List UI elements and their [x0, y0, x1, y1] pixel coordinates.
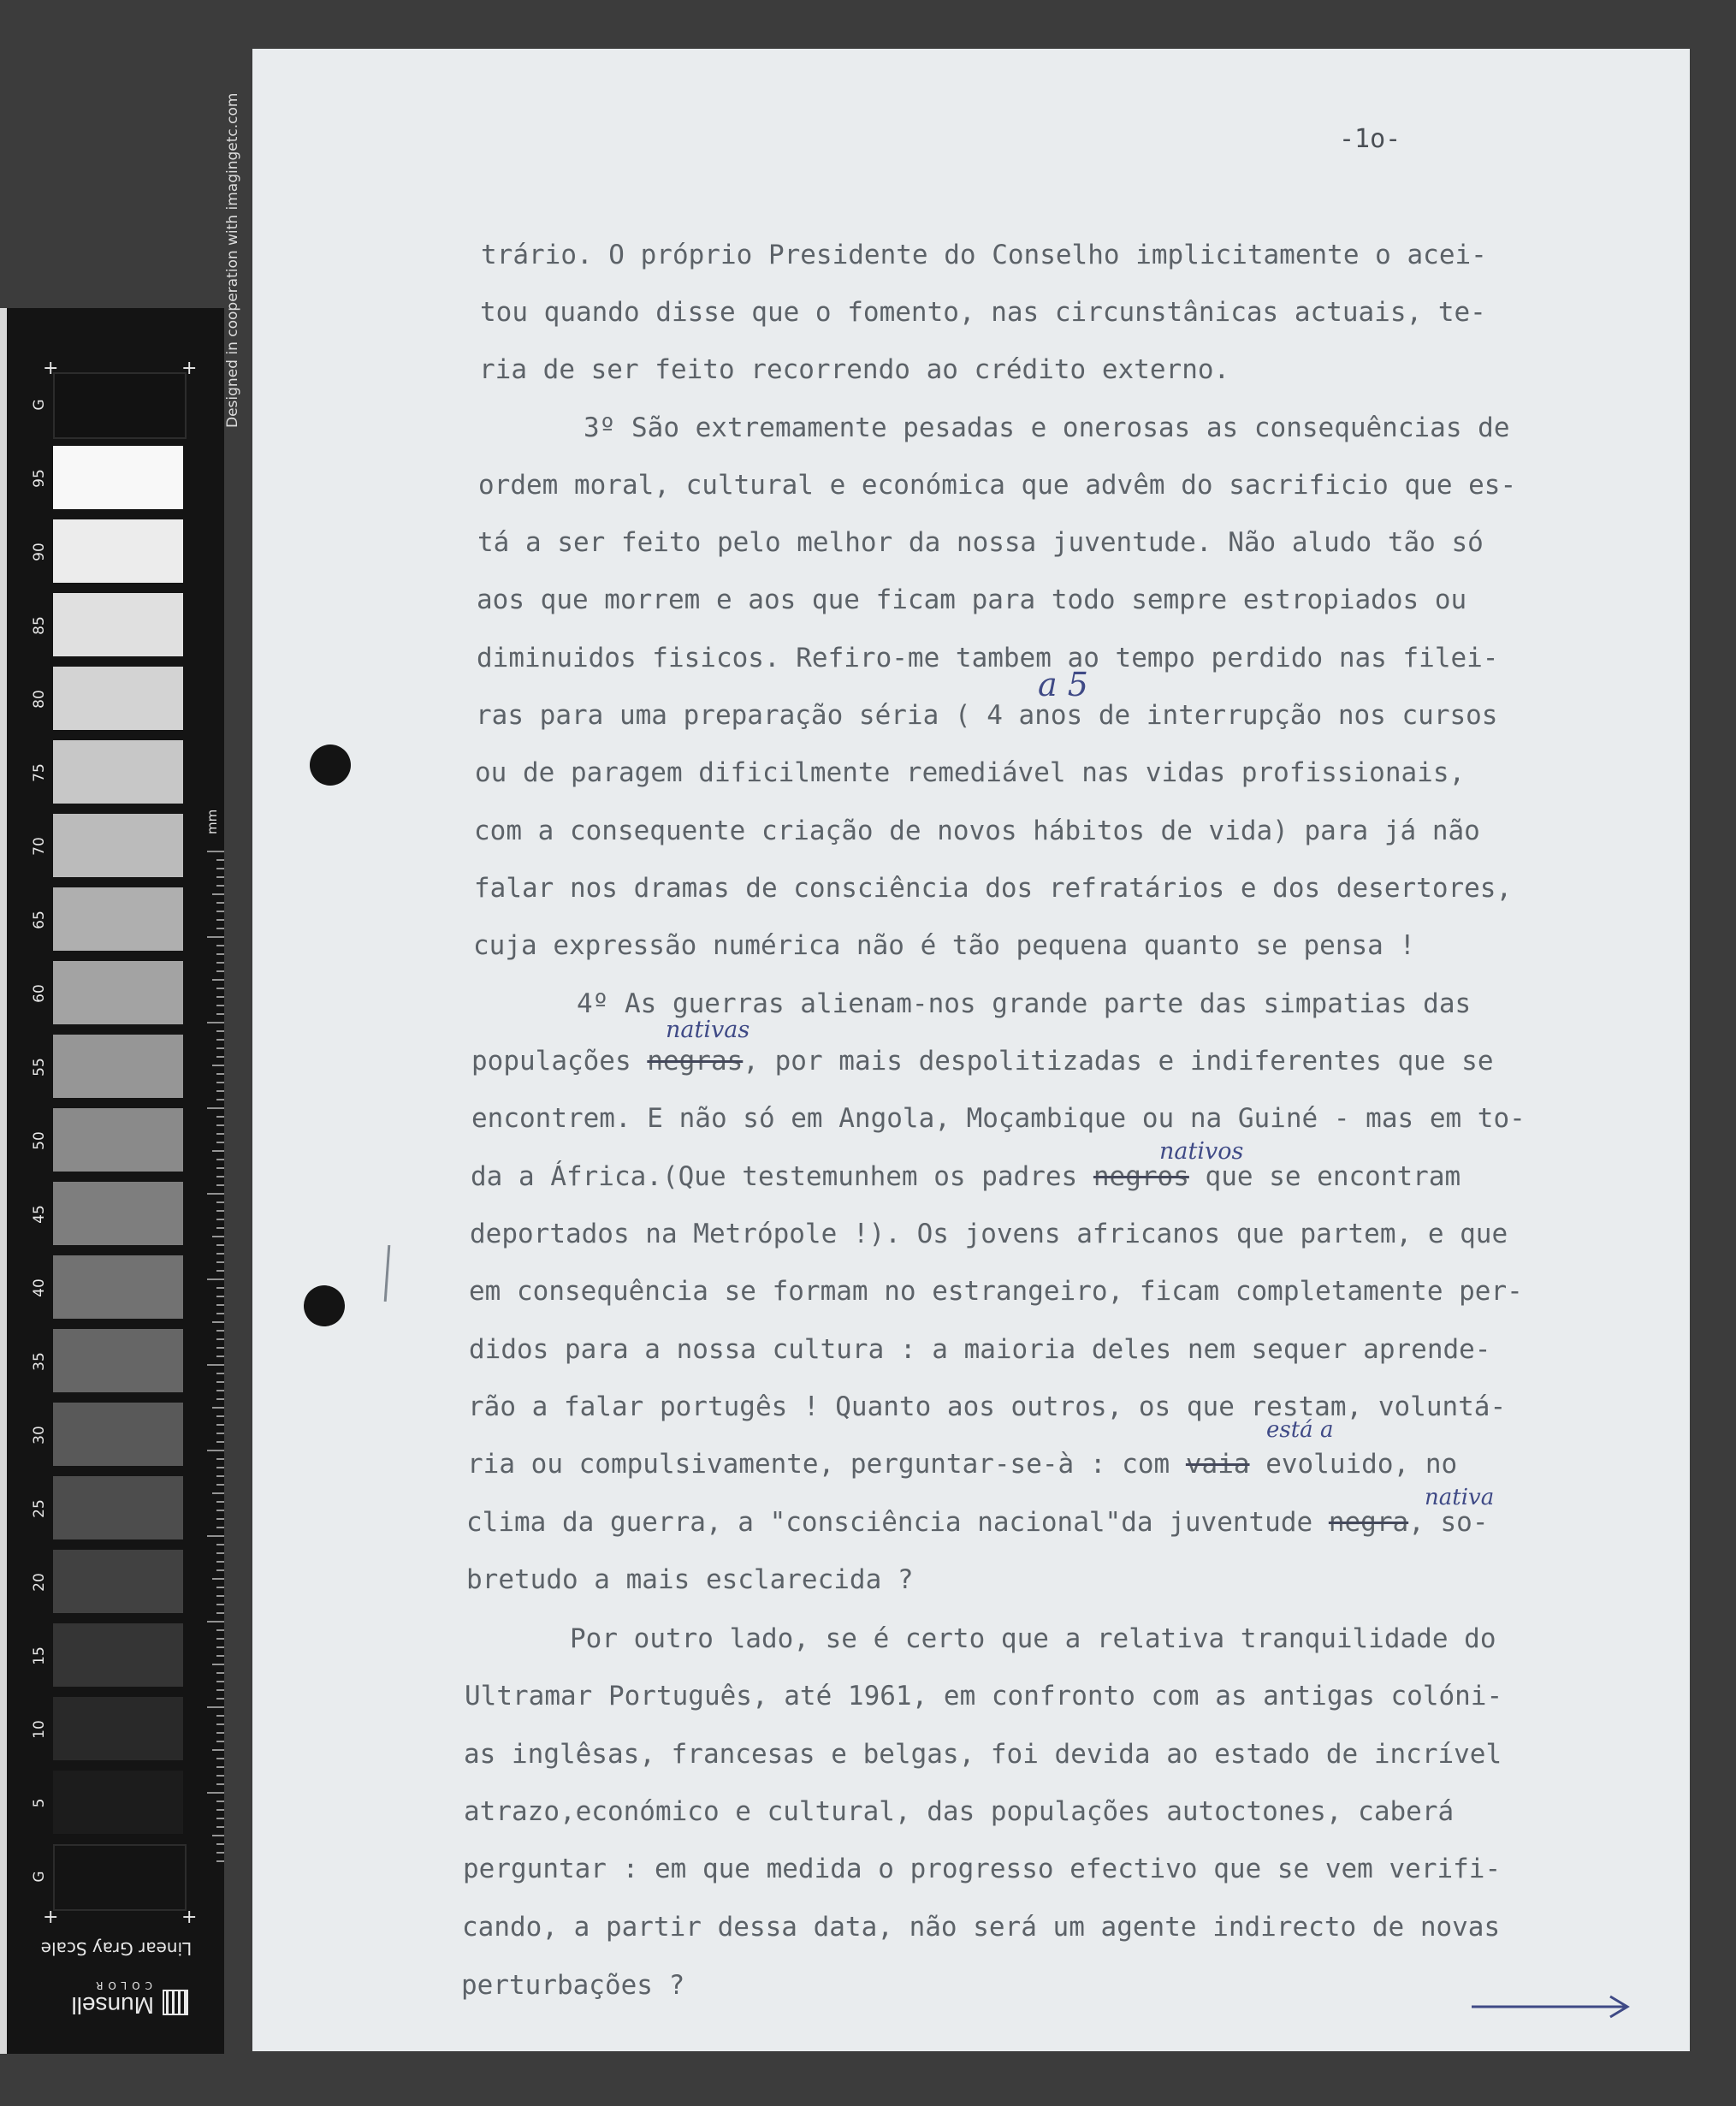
handwritten-nativas: nativas — [666, 1017, 750, 1043]
continue-arrow-icon — [1472, 1990, 1643, 2024]
text-line: tou quando disse que o fomento, nas circunstânicas actuais, te- — [480, 297, 1486, 328]
patch-number: G — [31, 399, 48, 411]
struck-word: vaia — [1185, 1449, 1250, 1480]
patch-number: 60 — [31, 984, 48, 1003]
patch-number: 25 — [31, 1499, 48, 1518]
patch-number: 30 — [31, 1426, 48, 1445]
text-line: cuja expressão numérica não é tão pequena quanto se pensa ! — [473, 930, 1416, 961]
text-line: clima da guerra, a "consciência nacional"da juventude negra, so- — [466, 1507, 1489, 1538]
gray-patch — [53, 1623, 183, 1687]
gray-patch — [53, 519, 183, 583]
plus-mark: + — [181, 358, 198, 379]
patch-number: 65 — [31, 911, 48, 929]
text-line: 3º São extremamente pesadas e onerosas as consequências de — [584, 412, 1510, 443]
mm-ruler — [204, 847, 224, 1866]
text-line: rão a falar portugês ! Quanto aos outros, os que restam, voluntá- — [468, 1391, 1507, 1422]
text-line: ou de paragem dificilmente remediável nas vidas profissionais, — [475, 757, 1466, 788]
munsell-sub: COLOR — [91, 1979, 152, 1991]
text-line: em consequência se formam no estrangeiro, ficam completamente per- — [469, 1276, 1523, 1307]
text-line: deportados na Metrópole !). Os jovens africanos que partem, e que — [470, 1219, 1508, 1249]
gray-patch — [53, 1844, 187, 1911]
text-line: com a consequente criação de novos hábitos de vida) para já não — [474, 816, 1480, 846]
patch-number: 15 — [31, 1646, 48, 1665]
text-line: cando, a partir dessa data, não será um agente indirecto de novas — [462, 1912, 1501, 1943]
gray-patch — [53, 1182, 183, 1245]
text-line: bretudo a mais esclarecida ? — [466, 1564, 914, 1595]
patch-number: 5 — [31, 1798, 48, 1808]
text-line: tá a ser feito pelo melhor da nossa juventude. Não aludo tão só — [477, 527, 1484, 558]
struck-word: negros — [1093, 1161, 1189, 1192]
text-line: atrazo,económico e cultural, das populações autoctones, caberá — [464, 1796, 1455, 1827]
gray-patch — [53, 1771, 183, 1834]
gray-patch — [53, 1035, 183, 1098]
gray-patch — [53, 1550, 183, 1613]
linear-gray-scale-label: Linear Gray Scale — [40, 1938, 193, 1959]
text-line: Ultramar Português, até 1961, em confronto com as antigas colóni- — [465, 1681, 1503, 1711]
text-line: ordem moral, cultural e económica que advêm do sacrificio que es- — [478, 470, 1517, 501]
gray-patch — [53, 1697, 183, 1760]
punch-hole — [304, 1285, 345, 1326]
text-line: ria ou compulsivamente, perguntar-se-à : com vaia evoluido, no — [467, 1449, 1458, 1480]
designed-credit: Designed in cooperation with imagingetc.com — [224, 92, 241, 428]
patch-number: 20 — [31, 1573, 48, 1592]
gray-patch — [53, 667, 183, 730]
gray-patch — [53, 372, 187, 439]
munsell-logo — [51, 1973, 188, 2024]
handwritten-nativos: nativos — [1159, 1138, 1244, 1165]
patch-number: 75 — [31, 763, 48, 782]
gray-patch — [53, 740, 183, 804]
munsell-wordmark: Munsell — [71, 1992, 154, 2019]
gray-patch — [53, 446, 183, 509]
patch-number: 35 — [31, 1352, 48, 1371]
text-line: as inglêsas, francesas e belgas, foi devida ao estado de incrível — [464, 1739, 1502, 1770]
patch-number: 95 — [31, 469, 48, 488]
plus-mark: + — [43, 358, 59, 379]
handwritten-a5: a 5 — [1038, 666, 1088, 703]
patch-number: 85 — [31, 616, 48, 635]
patch-number: 40 — [31, 1278, 48, 1297]
patch-number: G — [31, 1871, 48, 1883]
text-line: perturbações ? — [461, 1970, 685, 2001]
struck-word: negras — [647, 1046, 744, 1077]
text-line: encontrem. E não só em Angola, Moçambique ou na Guiné - mas em to- — [471, 1103, 1526, 1134]
text-line: Por outro lado, se é certo que a relativa tranquilidade do — [570, 1623, 1496, 1654]
mm-label: mm — [204, 809, 220, 834]
text-line: trário. O próprio Presidente do Conselho implicitamente o acei- — [481, 240, 1487, 270]
text-line: perguntar : em que medida o progresso efectivo que se vem verifi- — [463, 1854, 1502, 1884]
patch-number: 90 — [31, 543, 48, 561]
text-line: didos para a nossa cultura : a maioria deles nem sequer aprende- — [469, 1334, 1491, 1365]
card-edge — [0, 308, 7, 2054]
patch-number: 10 — [31, 1720, 48, 1739]
text-line: aos que morrem e aos que ficam para todo sempre estropiados ou — [477, 584, 1467, 615]
patch-number: 70 — [31, 837, 48, 856]
text-line: falar nos dramas de consciência dos refratários e dos desertores, — [474, 873, 1513, 904]
text-line: populações negras, por mais despolitizadas e indiferentes que se — [471, 1046, 1494, 1077]
handwritten-esta-a: está a — [1266, 1417, 1334, 1443]
gray-patch — [53, 814, 183, 877]
patch-number: 45 — [31, 1205, 48, 1224]
struck-word: negra — [1328, 1507, 1409, 1538]
text-line: ras para uma preparação séria ( 4 anos de interrupção nos cursos — [476, 700, 1498, 731]
handwritten-nativa: nativa — [1425, 1485, 1495, 1510]
plus-mark: + — [43, 1907, 59, 1928]
gray-patch — [53, 593, 183, 656]
text-line: da a África.(Que testemunhem os padres negros que se encontram — [471, 1161, 1461, 1192]
patch-number: 50 — [31, 1131, 48, 1150]
munsell-icon — [163, 1990, 188, 2015]
text-line: ria de ser feito recorrendo ao crédito externo. — [479, 354, 1230, 385]
gray-patch — [53, 887, 183, 951]
page-number: -1o- — [1339, 124, 1401, 154]
text-line: diminuidos fisicos. Refiro-me tambem ao tempo perdido nas filei- — [477, 643, 1499, 673]
gray-patch — [53, 1329, 183, 1392]
gray-patch — [53, 961, 183, 1024]
punch-hole — [310, 745, 351, 786]
gray-patch — [53, 1255, 183, 1319]
text-line: 4º As guerras alienam-nos grande parte das simpatias das — [577, 988, 1472, 1019]
patch-number: 55 — [31, 1058, 48, 1077]
patch-number: 80 — [31, 690, 48, 709]
gray-patch — [53, 1476, 183, 1539]
plus-mark: + — [181, 1907, 198, 1928]
gray-patch — [53, 1403, 183, 1466]
gray-patch — [53, 1108, 183, 1172]
